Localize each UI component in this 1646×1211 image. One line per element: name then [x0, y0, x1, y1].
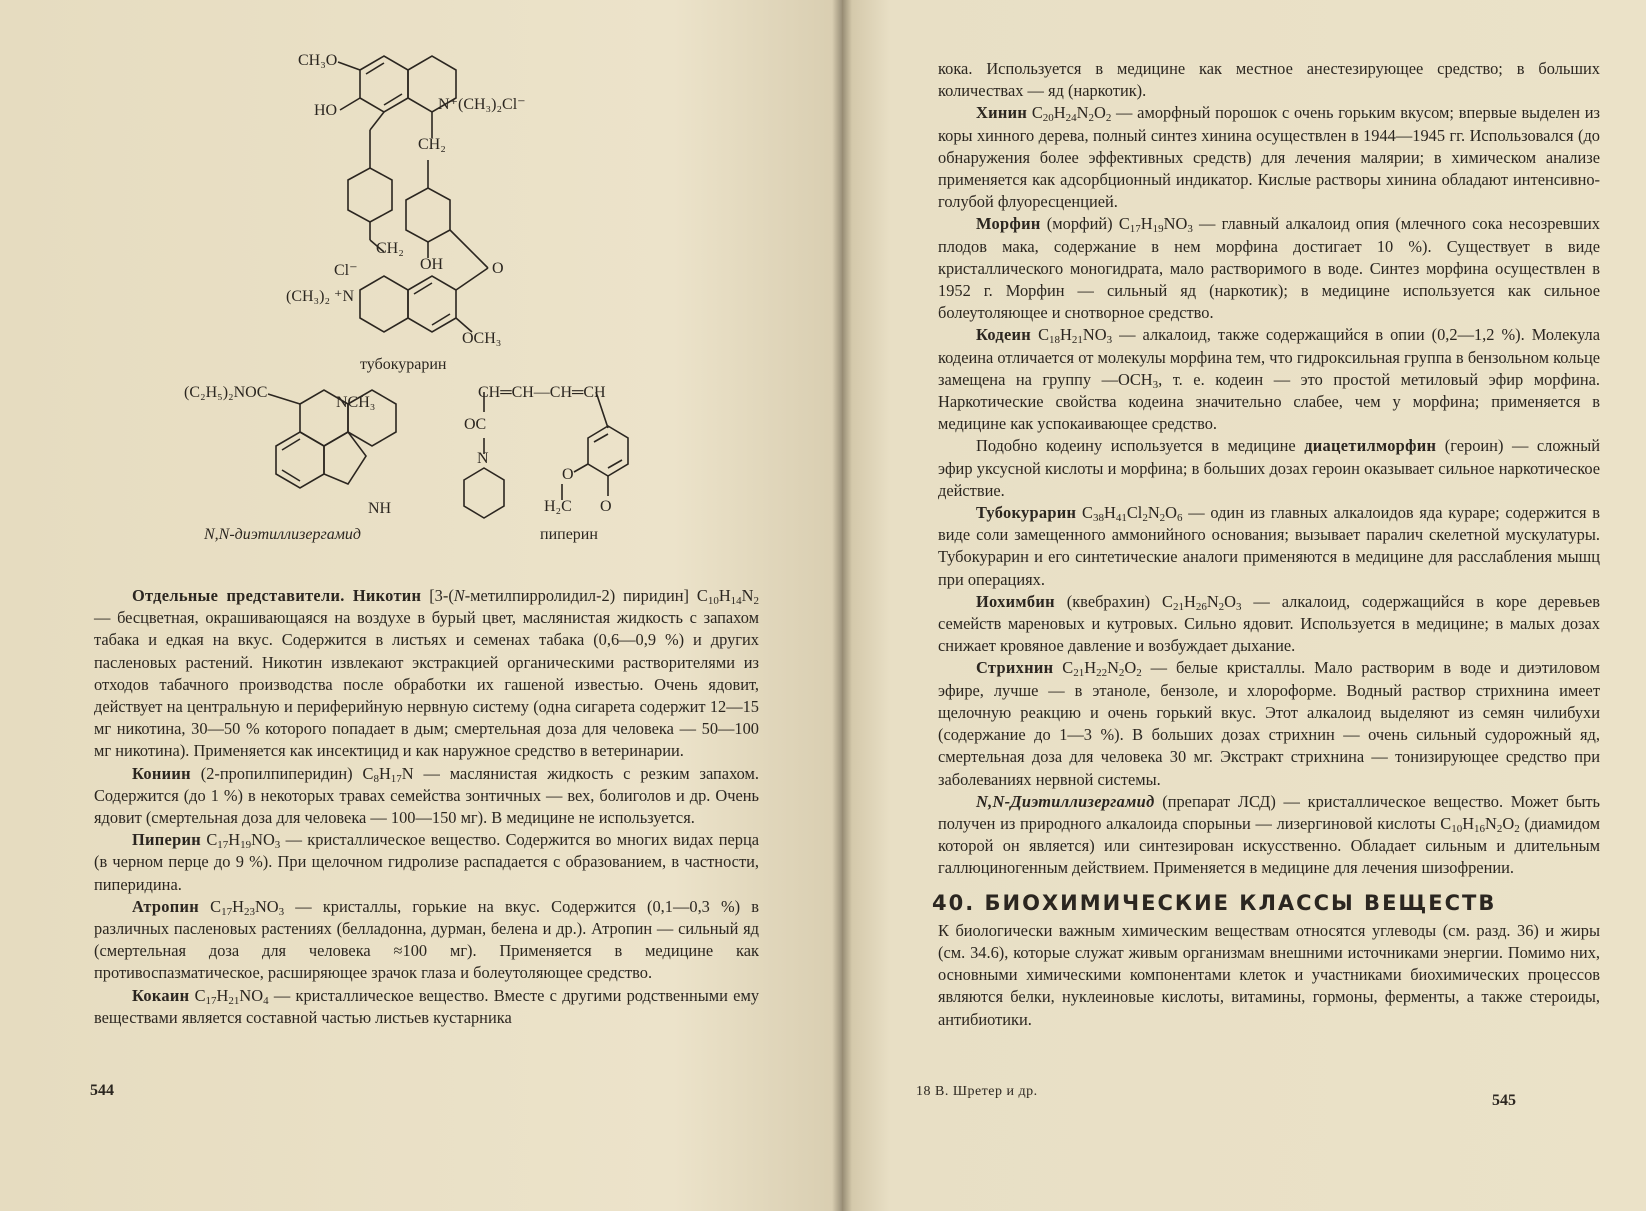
para-coca-cont: кока. Используется в медицине как местное анестезирующее средство; в больших количествах — яд (наркотик). [938, 59, 1600, 101]
ring-d [406, 188, 450, 242]
ring-f [408, 276, 456, 332]
right-body-text [932, 58, 1601, 1031]
lsd-caption: N,N-диэтиллизергамид [204, 526, 362, 543]
label-ch2-a: CH₂ [418, 136, 446, 153]
label-och3: OCH₃ [462, 330, 502, 347]
label-h2c: H₂C [544, 498, 572, 515]
label-o2: O [600, 498, 612, 515]
label-o1: O [562, 466, 574, 483]
para-yohimbine: Иохимбин (квебрахин) $C_{21}H_{26}N_2O_3$ — алкалоид, содержащийся в коре деревьев семейств мареновых и кутровых. Сильно ядовит. Используется в медицине; в малых дозах снижает кровяное давление и возбуждает дыхание. [938, 591, 1600, 656]
para-heroin: Подобно кодеину используется в медицине диацетилморфин (героин) — сложный эфир уксусной кислоты и морфина; в больших дозах героин оказывает сильное наркотическое действие. [938, 436, 1601, 500]
para-lsd: N,N-Диэтиллизергамид (препарат ЛСД) — кристаллическое вещество. Может быть получен из природного алкалоида спорыньи — лизергиновой кислоты $C_{10}H_{16}N_2O_2$ (диамидом которой он является) или синтезирован искусственно. Обладает сильным и длительным галлюциногенным действием. Применяется в медицине для лечения шизофрении. [938, 791, 1600, 878]
label-piperine-chain: CH═CH—CH═CH [478, 384, 606, 401]
label-oc: OC [464, 416, 487, 433]
label-piperine-n: N [477, 450, 489, 467]
label-nh: NH [368, 500, 392, 517]
label-lsd-amide: (C₂H₅)₂NOC [184, 384, 268, 401]
piperine-caption: пиперин [540, 526, 598, 543]
ring-c [348, 168, 392, 222]
lsd-ring-4 [324, 432, 366, 484]
para-atropine: Атропин $C_{17}H_{23}NO_3$ — кристаллы, горькие на вкус. Содержится (0,1—0,3 %) в различных пасленовых растениях (белладонна, дурман, белена и др.). Атропин — сильный яд (смертельная доза для человека ≈100 мг). Применяется в медицине как противоспазматическое, расширяющее зрачок глаза и болеутоляющее средство. [94, 896, 760, 983]
para-codeine: Кодеин $C_{18}H_{21}NO_3$ — алкалоид, также содержащийся в опии (0,2—1,2 %). Молекула кодеина отличается от молекулы морфина тем, что гидроксильная группа в бензольном кольце замещена на группу $—OCH_3$, т. е. кодеин — это простой метиловый эфир морфина. Наркотические свойства кодеина значительно слабее, чем у морфина; применяется в медицине как успокаивающее средство. [938, 325, 1601, 434]
para-coniine: Кониин (2-пропилпиперидин) $C_8H_{17}N$ — маслянистая жидкость с резким запахом. Содержится (до 1 %) в некоторых травах семейства зонтичных — вех, болиголов и др. Очень ядовит (смертельная доза для человека — 100—150 мг). В медицине не используется. [94, 763, 759, 828]
label-n-bottom: (CH₃)₂ ⁺N [286, 288, 355, 305]
para-morphine: Морфин (морфий) $C_{17}H_{19}NO_3$ — главный алкалоид опия (млечного сока несозревших плодов мака, содержание в нем морфина достигает 10 %). Существует в виде кристаллического моногидрата, мало растворимого в воде. Синтез морфина осуществлен в 1952 г. Морфин — сильный яд (наркотик); в медицине используется как сильное болеутоляющее и снотворное средство. [938, 214, 1600, 323]
ring-a [360, 56, 408, 112]
para-cocaine: Кокаин $C_{17}H_{21}NO_4$ — кристаллическое вещество. Вместе с другими родственными ему веществами является составной частью листьев кустарника [94, 985, 760, 1027]
para-nicotine: Отдельные представители. Никотин [3-(N-метилпирролидил-2) пиридин] $C_{10}H_{14}N_2$ — бесцветная, окрашивающаяся на воздухе в бурый цвет, маслянистая жидкость с запахом табака и едкая на вкус. Содержится в листьях и семенах табака (0,6—0,9 %) и других пасленовых растений. Никотин извлекают экстракцией органическими растворителями из отходов табачного производства после обработки их гашеной известью. Очень ядовит, действует на центральную и периферийную нервную систему (одна сигарета содержит 12—15 мг никотина, 30—50 % которого попадает в дым; смертельная доза для человека — 50—100 мг никотина). Применяется как инсектицид и как наружное средство в ветеринарии. [94, 586, 760, 761]
label-ho: HO [314, 102, 338, 119]
book-gutter [832, 0, 852, 1211]
chemical-structures [170, 40, 740, 580]
para-tubocurarine: Тубокурарин $C_{38}H_{41}Cl_2N_2O_6$ — один из главных алкалоидов яда кураре; содержится в виде соли замещенного аммонийного основания; вызывает паралич скелетной мускулатуры. Тубокурарин и его синтетические аналоги применяются в медицине для расслабления мышц при операциях. [938, 503, 1600, 589]
label-oh: OH [420, 256, 444, 273]
para-quinine: Хинин $C_{20}H_{24}N_2O_2$ — аморфный порошок с очень горьким вкусом; впервые выделен из коры хинного дерева, полный синтез хинина осуществлен в 1944—1945 гг. Использовался (до обнаружения более эффективных средств) для лечения малярии; в химическом анализе применяется как адсорбционный индикатор. Кислые растворы хинина обладают интенсивно-голубой флуоресценцией. [938, 103, 1601, 212]
section-heading: 40. БИОХИМИЧЕСКИЕ КЛАССЫ ВЕЩЕСТВ [932, 890, 1497, 915]
para-piperine: Пиперин $C_{17}H_{19}NO_3$ — кристаллическое вещество. Содержится во многих видах перца (в черном перце до 9 %). При щелочном гидролизе распадается с образованием, в частности, пиперидина. [94, 830, 760, 894]
benzodioxole-ring [588, 426, 628, 476]
left-body-text [94, 585, 759, 1029]
label-o-right: O [492, 260, 504, 277]
tubocurarine-caption: тубокурарин [360, 356, 447, 373]
label-nch3: NCH₃ [336, 394, 376, 411]
ring-e [360, 276, 408, 332]
piperidine-ring [464, 468, 504, 518]
label-ch3o-top: CH₃O [298, 52, 338, 69]
page-number-right: 545 [1492, 1092, 1516, 1109]
para-biochem: К биологически важным химическим веществам относятся углеводы (см. разд. 36) и жиры (см. 34.6), которые служат живым организмам внешними источниками энергии. Помимо них, основными химическими компонентами клеток и участниками биохимических процессов являются белки, нуклеиновые кислоты, витамины, гормоны, ферменты, а также стероиды, антибиотики. [938, 920, 1600, 1029]
para-strychnine: Стрихнин $C_{21}H_{22}N_2O_2$ — белые кристаллы. Мало растворим в воде и диэтиловом эфире, лучше — в этаноле, бензоле, и хлороформе. Водный раствор стрихнина имеет щелочную реакцию и очень горький вкус. Этот алкалоид выделяют из семян чилибухи (содержание до 1—3 %). В больших дозах стрихнин — очень сильный судорожный яд, смертельная доза для человека 30 мг. Экстракт стрихнина — тонизирующее средство при заболеваниях нервной системы. [938, 658, 1601, 789]
page-number-left: 544 [90, 1082, 114, 1099]
label-ch2-b: CH₂ [376, 240, 404, 257]
label-n-top: N⁺(CH₃)₂Cl⁻ [438, 96, 526, 113]
structure-drawing [170, 40, 740, 580]
signature-footnote: 18 В. Шретер и др. [916, 1084, 1038, 1099]
lsd-ring-3 [276, 432, 324, 488]
right-page [842, 0, 1646, 1211]
label-cl: Cl⁻ [334, 262, 358, 279]
